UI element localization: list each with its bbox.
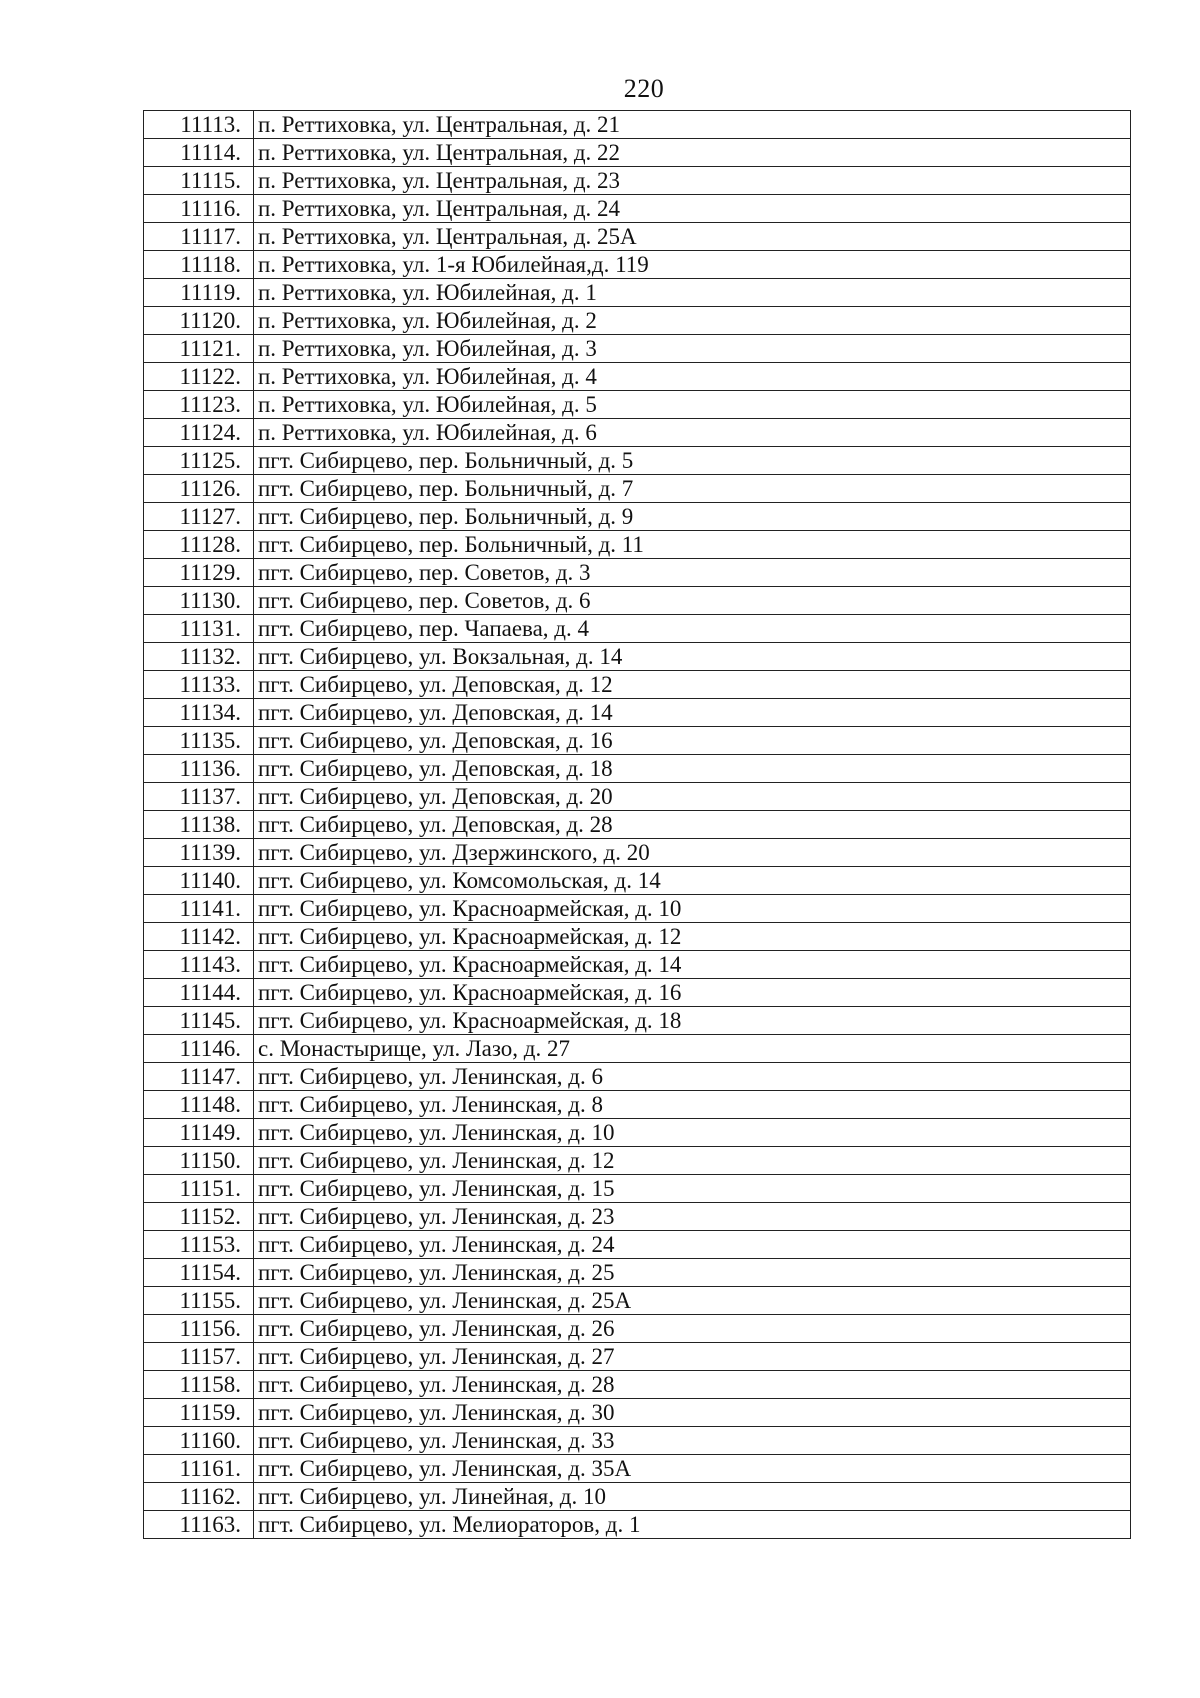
table-row (144, 1063, 1131, 1091)
row-address: пгт. Сибирцево, ул. Деповская, д. 14 (254, 699, 1131, 727)
table-row (144, 1231, 1131, 1259)
row-address: пгт. Сибирцево, ул. Красноармейская, д. 12 (254, 923, 1131, 951)
row-address: пгт. Сибирцево, ул. Ленинская, д. 25А (254, 1287, 1131, 1315)
table-row (144, 447, 1131, 475)
table-row (144, 251, 1131, 279)
table-row (144, 139, 1131, 167)
table-row (144, 475, 1131, 503)
row-address: пгт. Сибирцево, пер. Больничный, д. 11 (254, 531, 1131, 559)
table-row (144, 1371, 1131, 1399)
row-address: пгт. Сибирцево, ул. Ленинская, д. 8 (254, 1091, 1131, 1119)
table-row (144, 1147, 1131, 1175)
row-number: 11158. (144, 1371, 254, 1399)
row-address: п. Реттиховка, ул. Центральная, д. 25А (254, 223, 1131, 251)
row-number: 11153. (144, 1231, 254, 1259)
row-number: 11156. (144, 1315, 254, 1343)
row-address: п. Реттиховка, ул. Юбилейная, д. 4 (254, 363, 1131, 391)
row-address: пгт. Сибирцево, ул. Деповская, д. 28 (254, 811, 1131, 839)
row-number: 11154. (144, 1259, 254, 1287)
table-row (144, 1007, 1131, 1035)
table-row (144, 615, 1131, 643)
row-address: пгт. Сибирцево, пер. Больничный, д. 9 (254, 503, 1131, 531)
row-number: 11116. (144, 195, 254, 223)
row-number: 11139. (144, 839, 254, 867)
row-number: 11130. (144, 587, 254, 615)
row-number: 11163. (144, 1511, 254, 1539)
row-number: 11117. (144, 223, 254, 251)
row-number: 11121. (144, 335, 254, 363)
row-number: 11141. (144, 895, 254, 923)
row-address: пгт. Сибирцево, ул. Деповская, д. 12 (254, 671, 1131, 699)
table-row (144, 1175, 1131, 1203)
row-address: пгт. Сибирцево, ул. Ленинская, д. 30 (254, 1399, 1131, 1427)
row-number: 11129. (144, 559, 254, 587)
table-row (144, 727, 1131, 755)
table-row (144, 755, 1131, 783)
table-row (144, 1427, 1131, 1455)
row-address: пгт. Сибирцево, пер. Советов, д. 3 (254, 559, 1131, 587)
table-row (144, 1119, 1131, 1147)
row-number: 11128. (144, 531, 254, 559)
row-address: пгт. Сибирцево, пер. Больничный, д. 5 (254, 447, 1131, 475)
row-address: пгт. Сибирцево, ул. Ленинская, д. 25 (254, 1259, 1131, 1287)
row-address: пгт. Сибирцево, ул. Ленинская, д. 28 (254, 1371, 1131, 1399)
row-number: 11155. (144, 1287, 254, 1315)
table-row (144, 279, 1131, 307)
row-address: п. Реттиховка, ул. 1-я Юбилейная,д. 119 (254, 251, 1131, 279)
row-number: 11149. (144, 1119, 254, 1147)
row-address: пгт. Сибирцево, пер. Советов, д. 6 (254, 587, 1131, 615)
row-number: 11136. (144, 755, 254, 783)
address-table (143, 110, 1131, 1539)
table-row (144, 1483, 1131, 1511)
table-row (144, 1091, 1131, 1119)
row-number: 11157. (144, 1343, 254, 1371)
row-address: п. Реттиховка, ул. Юбилейная, д. 6 (254, 419, 1131, 447)
row-address: пгт. Сибирцево, ул. Ленинская, д. 27 (254, 1343, 1131, 1371)
row-number: 11162. (144, 1483, 254, 1511)
row-number: 11145. (144, 1007, 254, 1035)
row-address: пгт. Сибирцево, ул. Комсомольская, д. 14 (254, 867, 1131, 895)
row-address: пгт. Сибирцево, ул. Мелиораторов, д. 1 (254, 1511, 1131, 1539)
table-row (144, 559, 1131, 587)
row-number: 11113. (144, 111, 254, 139)
row-address: пгт. Сибирцево, ул. Ленинская, д. 6 (254, 1063, 1131, 1091)
row-address: п. Реттиховка, ул. Юбилейная, д. 3 (254, 335, 1131, 363)
row-number: 11135. (144, 727, 254, 755)
row-number: 11124. (144, 419, 254, 447)
row-address: пгт. Сибирцево, ул. Красноармейская, д. 14 (254, 951, 1131, 979)
row-address: пгт. Сибирцево, ул. Красноармейская, д. 16 (254, 979, 1131, 1007)
row-number: 11144. (144, 979, 254, 1007)
table-row (144, 923, 1131, 951)
table-row (144, 363, 1131, 391)
row-number: 11122. (144, 363, 254, 391)
row-address: пгт. Сибирцево, ул. Ленинская, д. 26 (254, 1315, 1131, 1343)
row-number: 11118. (144, 251, 254, 279)
table-row (144, 951, 1131, 979)
row-number: 11148. (144, 1091, 254, 1119)
row-number: 11132. (144, 643, 254, 671)
row-address: пгт. Сибирцево, ул. Ленинская, д. 33 (254, 1427, 1131, 1455)
row-address: пгт. Сибирцево, пер. Чапаева, д. 4 (254, 615, 1131, 643)
row-number: 11115. (144, 167, 254, 195)
table-row (144, 419, 1131, 447)
row-address: п. Реттиховка, ул. Центральная, д. 23 (254, 167, 1131, 195)
row-number: 11120. (144, 307, 254, 335)
row-address: пгт. Сибирцево, ул. Деповская, д. 20 (254, 783, 1131, 811)
table-row (144, 643, 1131, 671)
row-number: 11161. (144, 1455, 254, 1483)
table-row (144, 1315, 1131, 1343)
table-row (144, 1203, 1131, 1231)
table-row (144, 503, 1131, 531)
table-row (144, 1287, 1131, 1315)
table-row (144, 699, 1131, 727)
row-number: 11134. (144, 699, 254, 727)
row-number: 11133. (144, 671, 254, 699)
table-row (144, 867, 1131, 895)
row-number: 11123. (144, 391, 254, 419)
table-row (144, 1343, 1131, 1371)
table-row (144, 167, 1131, 195)
row-number: 11114. (144, 139, 254, 167)
row-number: 11147. (144, 1063, 254, 1091)
row-address: пгт. Сибирцево, ул. Ленинская, д. 35А (254, 1455, 1131, 1483)
table-row (144, 671, 1131, 699)
row-number: 11159. (144, 1399, 254, 1427)
address-table-body (144, 111, 1131, 1539)
table-row (144, 783, 1131, 811)
table-row (144, 1455, 1131, 1483)
table-row (144, 895, 1131, 923)
row-number: 11150. (144, 1147, 254, 1175)
row-number: 11152. (144, 1203, 254, 1231)
row-address: пгт. Сибирцево, ул. Красноармейская, д. 18 (254, 1007, 1131, 1035)
row-number: 11131. (144, 615, 254, 643)
table-row (144, 811, 1131, 839)
row-number: 11143. (144, 951, 254, 979)
row-number: 11146. (144, 1035, 254, 1063)
page-number: 220 (623, 74, 665, 103)
row-number: 11160. (144, 1427, 254, 1455)
row-address: пгт. Сибирцево, ул. Вокзальная, д. 14 (254, 643, 1131, 671)
table-row (144, 531, 1131, 559)
row-number: 11138. (144, 811, 254, 839)
row-number: 11119. (144, 279, 254, 307)
table-row (144, 587, 1131, 615)
row-address: пгт. Сибирцево, пер. Больничный, д. 7 (254, 475, 1131, 503)
row-address: п. Реттиховка, ул. Центральная, д. 24 (254, 195, 1131, 223)
row-number: 11142. (144, 923, 254, 951)
row-address: пгт. Сибирцево, ул. Ленинская, д. 12 (254, 1147, 1131, 1175)
table-row (144, 1035, 1131, 1063)
row-address: пгт. Сибирцево, ул. Деповская, д. 18 (254, 755, 1131, 783)
row-address: п. Реттиховка, ул. Юбилейная, д. 2 (254, 307, 1131, 335)
table-row (144, 335, 1131, 363)
table-row (144, 979, 1131, 1007)
row-number: 11125. (144, 447, 254, 475)
row-address: пгт. Сибирцево, ул. Ленинская, д. 15 (254, 1175, 1131, 1203)
row-number: 11126. (144, 475, 254, 503)
table-row (144, 111, 1131, 139)
row-number: 11137. (144, 783, 254, 811)
row-address: пгт. Сибирцево, ул. Ленинская, д. 23 (254, 1203, 1131, 1231)
row-address: п. Реттиховка, ул. Центральная, д. 21 (254, 111, 1131, 139)
table-row (144, 307, 1131, 335)
table-row (144, 223, 1131, 251)
table-row (144, 1399, 1131, 1427)
row-address: п. Реттиховка, ул. Юбилейная, д. 5 (254, 391, 1131, 419)
table-row (144, 1511, 1131, 1539)
row-address: пгт. Сибирцево, ул. Дзержинского, д. 20 (254, 839, 1131, 867)
row-number: 11140. (144, 867, 254, 895)
row-number: 11151. (144, 1175, 254, 1203)
row-address: пгт. Сибирцево, ул. Деповская, д. 16 (254, 727, 1131, 755)
row-address: пгт. Сибирцево, ул. Красноармейская, д. 10 (254, 895, 1131, 923)
table-row (144, 1259, 1131, 1287)
table-row (144, 839, 1131, 867)
table-row (144, 391, 1131, 419)
row-address: пгт. Сибирцево, ул. Ленинская, д. 10 (254, 1119, 1131, 1147)
row-number: 11127. (144, 503, 254, 531)
row-address: с. Монастырище, ул. Лазо, д. 27 (254, 1035, 1131, 1063)
row-address: пгт. Сибирцево, ул. Линейная, д. 10 (254, 1483, 1131, 1511)
row-address: п. Реттиховка, ул. Центральная, д. 22 (254, 139, 1131, 167)
row-address: п. Реттиховка, ул. Юбилейная, д. 1 (254, 279, 1131, 307)
row-address: пгт. Сибирцево, ул. Ленинская, д. 24 (254, 1231, 1131, 1259)
table-row (144, 195, 1131, 223)
